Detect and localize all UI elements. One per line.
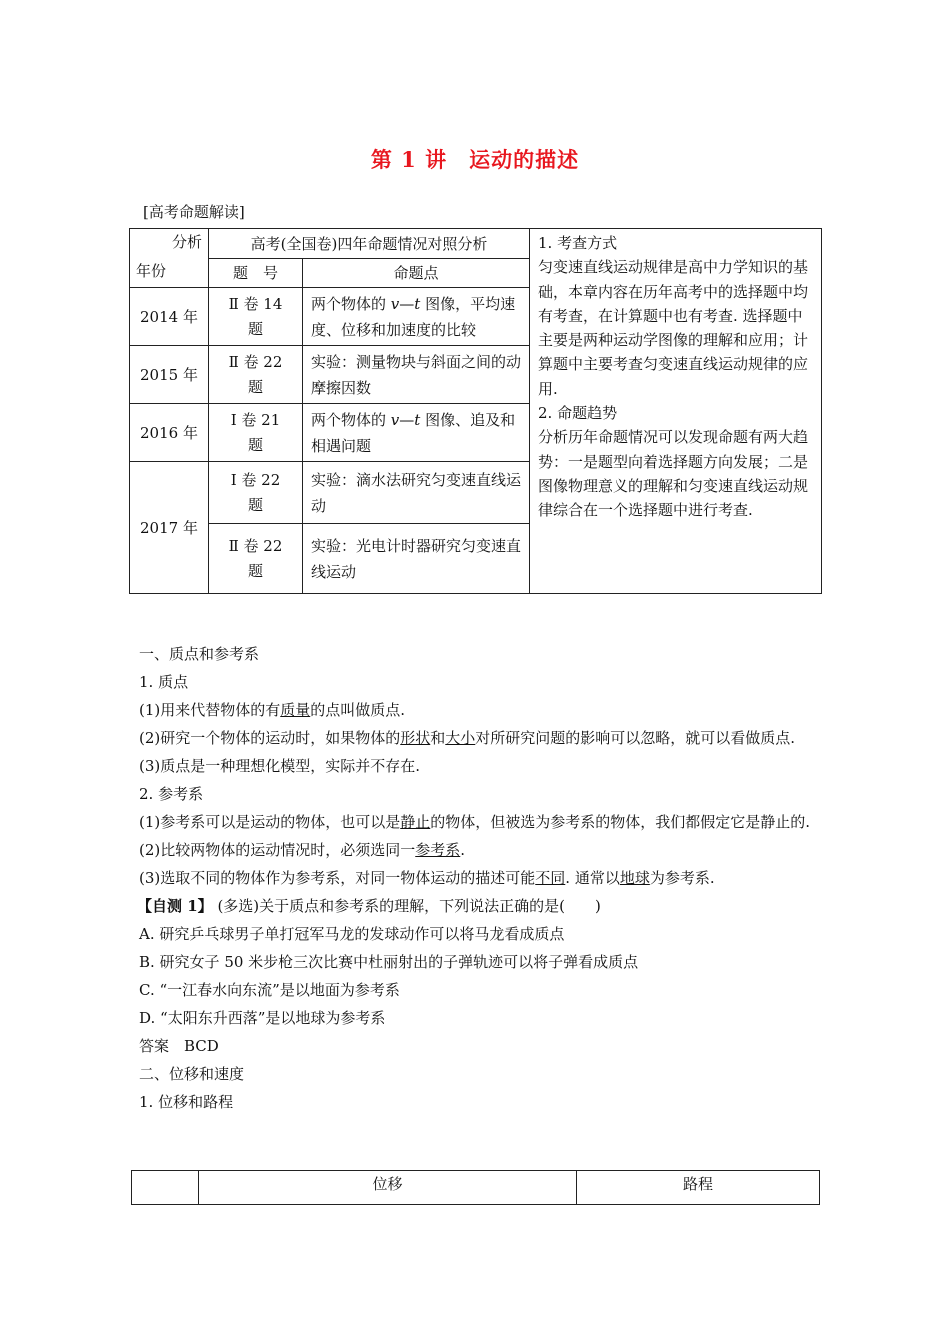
paragraph: (1)参考系可以是运动的物体，也可以是静止的物体，但被选为参考系的物体，我们都假定它是静止的.: [139, 813, 811, 831]
point-cell: 实验：光电计时器研究匀变速直线运动: [303, 524, 530, 594]
question-cell: Ⅱ 卷 14 题: [209, 288, 303, 346]
year-cell: 2016 年: [130, 404, 209, 462]
subsection-heading: 2. 参考系: [139, 785, 204, 803]
year-cell: 2017 年: [130, 462, 209, 594]
option-d: D. “太阳东升西落”是以地球为参考系: [139, 1009, 386, 1027]
option-c: C. “一江春水向东流”是以地面为参考系: [139, 981, 400, 999]
corner-top-label: 分析: [171, 233, 202, 251]
paragraph: (2)研究一个物体的运动时，如果物体的形状和大小对所研究问题的影响可以忽略，就可以看做质点.: [139, 729, 796, 747]
side-paragraph-2: 分析历年命题情况可以发现命题有两大趋势：一是题型向着选择题方向发展；二是图像物理意义的理解和匀变速直线运动规律综合在一个选择题中进行考查.: [538, 428, 809, 520]
page-title: [0, 144, 950, 174]
side-paragraph-1: 匀变速直线运动规律是高中力学知识的基础，本章内容在历年高考中的选择题中均有考查，在计算题中也有考查. 选择题中主要是两种运动学图像的理解和应用；计算题中主要考查匀变速直线运动规律的应用.: [538, 258, 809, 398]
point-cell: 两个物体的 v—t 图像、追及和相遇问题: [303, 404, 530, 462]
corner-bottom-label: 年份: [136, 262, 167, 280]
keyword-underlined: 地球: [619, 869, 650, 887]
displacement-distance-table: [131, 1170, 820, 1205]
corner-cell: [130, 229, 209, 288]
keyword-underlined: 参考系: [415, 841, 461, 859]
subsection-heading: 1. 位移和路程: [139, 1093, 234, 1111]
keyword-underlined: 不同: [535, 869, 566, 887]
question-cell: Ⅱ 卷 22 题: [209, 524, 303, 594]
exam-analysis-table: [129, 228, 822, 594]
question-cell: Ⅰ 卷 22 题: [209, 462, 303, 524]
distance-header: 路程: [577, 1171, 820, 1205]
subsection-heading: 1. 质点: [139, 673, 189, 691]
keyword-underlined: 大小: [445, 729, 476, 747]
year-cell: 2014 年: [130, 288, 209, 346]
empty-header-cell: [132, 1171, 199, 1205]
side-heading-1: 1. 考查方式: [538, 234, 618, 252]
section-heading: 一、质点和参考系: [139, 645, 260, 663]
analysis-side-text: [530, 229, 822, 594]
col-point-header: 命题点: [303, 258, 530, 288]
option-a: A. 研究乒乓球男子单打冠军马龙的发球动作可以将马龙看成质点: [139, 925, 565, 943]
self-test-question: 【自测 1】 (多选)关于质点和参考系的理解，下列说法正确的是( ): [137, 897, 601, 915]
question-cell: Ⅱ 卷 22 题: [209, 346, 303, 404]
side-heading-2: 2. 命题趋势: [538, 404, 618, 423]
point-cell: 两个物体的 v—t 图像，平均速度、位移和加速度的比较: [303, 288, 530, 346]
option-b: B. 研究女子 50 米步枪三次比赛中杜丽射出的子弹轨迹可以将子弹看成质点: [139, 953, 639, 971]
keyword-underlined: 质量: [280, 701, 311, 719]
paragraph: (3)质点是一种理想化模型，实际并不存在.: [139, 757, 421, 775]
paragraph: (3)选取不同的物体作为参考系，对同一物体运动的描述可能不同. 通常以地球为参考系.: [139, 869, 715, 887]
year-cell: 2015 年: [130, 346, 209, 404]
point-cell: 实验：滴水法研究匀变速直线运动: [303, 462, 530, 524]
displacement-header: 位移: [199, 1171, 577, 1205]
group-header: 高考(全国卷)四年命题情况对照分析: [209, 229, 530, 259]
title-topic: 运动的描述: [469, 147, 580, 172]
keyword-underlined: 形状: [400, 729, 431, 747]
keyword-underlined: 静止: [400, 813, 431, 831]
paragraph: (1)用来代替物体的有质量的点叫做质点.: [139, 701, 406, 719]
point-cell: 实验：测量物块与斜面之间的动摩擦因数: [303, 346, 530, 404]
self-test-tag: 【自测 1】: [137, 897, 213, 915]
col-question-header: 题 号: [209, 258, 303, 288]
section-heading: 二、位移和速度: [139, 1065, 245, 1083]
title-lecture-number: 第 1 讲: [370, 147, 448, 172]
answer: 答案 BCD: [139, 1037, 219, 1055]
question-cell: Ⅰ 卷 21 题: [209, 404, 303, 462]
analysis-label: [高考命题解读]: [143, 203, 245, 221]
lesson-content: [139, 640, 814, 1116]
paragraph: (2)比较两物体的运动情况时，必须选同一参考系.: [139, 841, 466, 859]
